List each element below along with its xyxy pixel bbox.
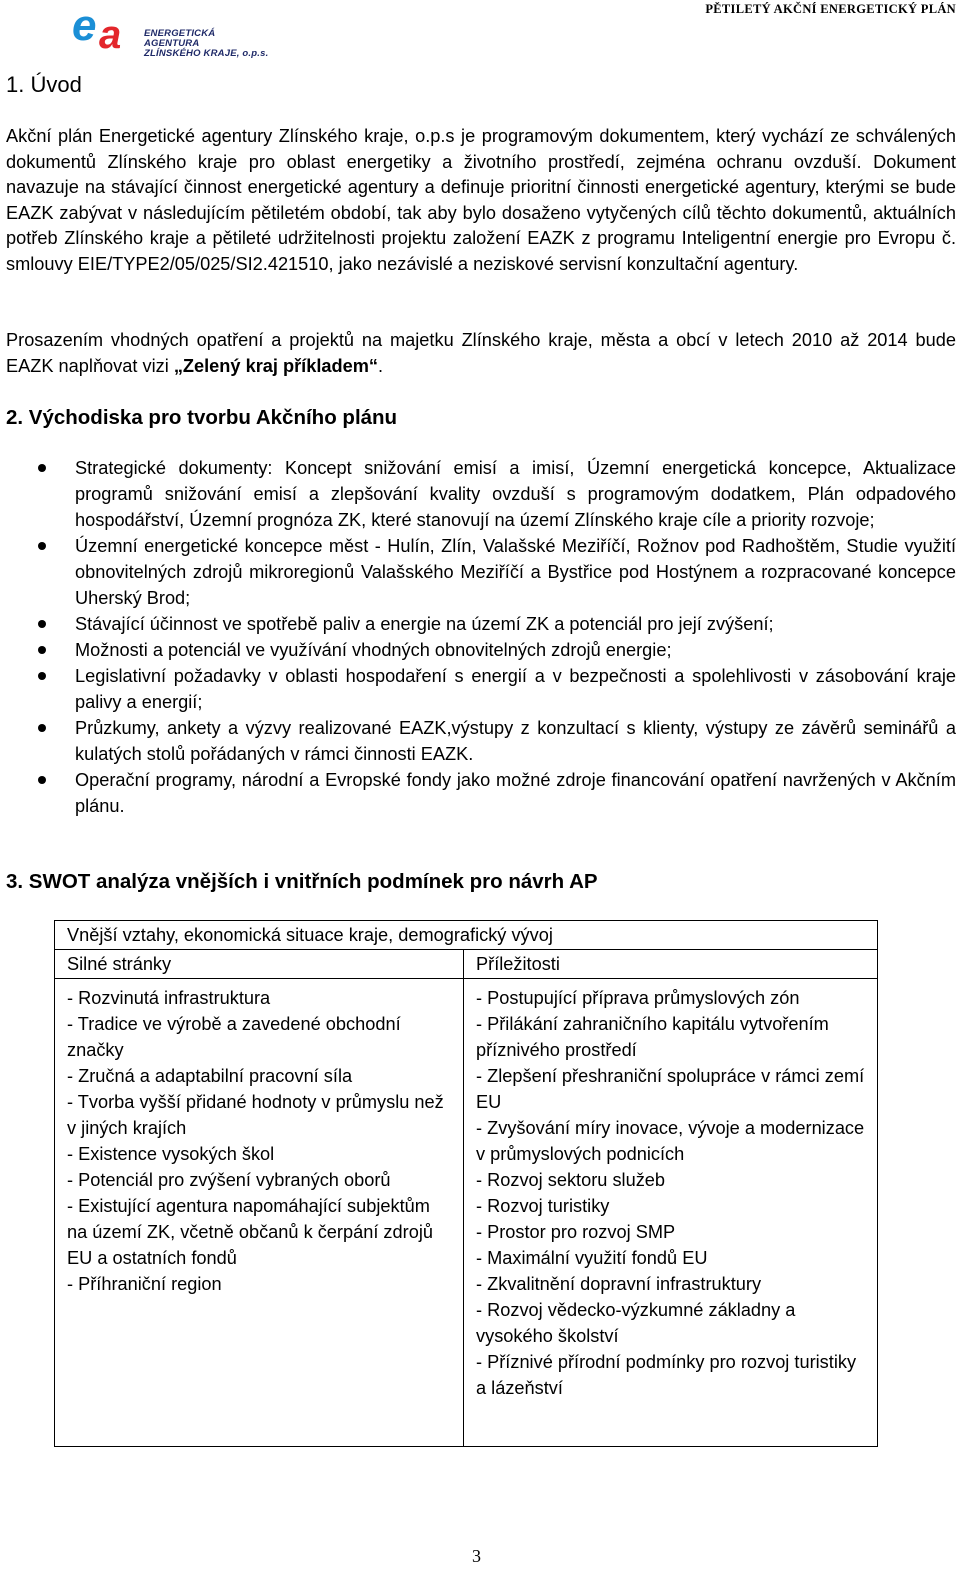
opportunity-item: - Zvyšování míry inovace, vývoje a modernizace v průmyslových podnicích xyxy=(476,1118,865,1164)
svg-text:e: e xyxy=(72,6,97,50)
bullet-item: Územní energetické koncepce měst - Hulín, Zlín, Valašské Meziříčí, Rožnov pod Radhoštěm, Studie využití obnovitelných zdrojů mikroregionů Valašského Meziříčí a Bystřice pod Hostýnem a rozpracované koncepce Uherský Brod; xyxy=(0,533,956,611)
vision-end: . xyxy=(378,355,384,376)
strength-item: - Potenciál pro zvýšení vybraných oborů xyxy=(67,1170,391,1190)
bullet-dot-icon xyxy=(38,724,46,732)
swot-header-strengths: Silné stránky xyxy=(55,950,464,979)
bullet-dot-icon xyxy=(38,620,46,628)
bullet-item: Průzkumy, ankety a výzvy realizované EAZK,výstupy z konzultací s klienty, výstupy ze závěrů seminářů a kulatých stolů pořádaných v rámci činnosti EAZK. xyxy=(0,715,956,767)
bullet-dot-icon xyxy=(38,464,46,472)
opportunity-item: - Zkvalitnění dopravní infrastruktury xyxy=(476,1274,762,1294)
intro-paragraph: Akční plán Energetické agentury Zlínského kraje, o.p.s je programovým dokumentem, který vychází ze schválených dokumentů Zlínského kraje pro oblast energetiky a životního prostředí, zejména ochranu ovzduší. Dokument navazuje na stávající činnost energetické agentury a definuje prioritní činnosti energetické agentury, kterými se bude EAZK zabývat v následujícím pětiletém období, tak aby bylo dosaženo vytyčených cílů těchto dokumentů, aktuálních potřeb Zlínského kraje a pětileté udržitelnosti projektu založení EAZK z programu Inteligentní energie pro Evropu č. smlouvy EIE/TYPE2/05/025/SI2.421510, jako nezávislé a neziskové servisní konzultační agentury. xyxy=(6,126,956,274)
strength-item: - Příhraniční region xyxy=(67,1274,222,1294)
opportunity-item: - Prostor pro rozvoj SMP xyxy=(476,1222,676,1242)
swot-table-title: Vnější vztahy, ekonomická situace kraje, demografický vývoj xyxy=(55,921,878,950)
section-heading-swot: 3. SWOT analýza vnějších i vnitřních podmínek pro návrh AP xyxy=(6,870,598,893)
svg-text:a: a xyxy=(99,13,122,50)
vision-paragraph xyxy=(6,328,956,379)
opportunity-item: - Zlepšení přeshraniční spolupráce v rámci zemí EU xyxy=(476,1066,865,1112)
swot-table xyxy=(54,920,878,1447)
logo-text: ENERGETICKÁ AGENTURA ZLÍNSKÉHO KRAJE, o.p.s. xyxy=(144,28,269,59)
swot-opportunities-cell xyxy=(464,979,878,1447)
bullet-dot-icon xyxy=(38,776,46,784)
opportunity-item: - Maximální využití fondů EU xyxy=(476,1248,708,1268)
vision-slogan: „Zelený kraj příkladem“ xyxy=(173,355,379,376)
bullet-dot-icon xyxy=(38,542,46,550)
bullet-item: Strategické dokumenty: Koncept snižování emisí a imisí, Územní energetická koncepce, Aktualizace programů snižování emisí a zlepšování kvality ovzduší s programovým dodatkem, Plán odpadového hospodářství, Územní prognóza ZK, které stanovují na území Zlínského kraje cíle a priority rozvoje; xyxy=(0,455,956,533)
opportunity-item: - Příznivé přírodní podmínky pro rozvoj turistiky a lázeňství xyxy=(476,1352,857,1398)
opportunity-item: - Rozvoj sektoru služeb xyxy=(476,1170,666,1190)
opportunity-item: - Rozvoj turistiky xyxy=(476,1196,610,1216)
bullet-item: Operační programy, národní a Evropské fondy jako možné zdroje financování opatření navržených v Akčním plánu. xyxy=(0,767,956,819)
vision-text: Prosazením vhodných opatření a projektů na majetku Zlínského kraje, města a obcí v letech 2010 až 2014 bude EAZK naplňovat vizi xyxy=(6,330,956,376)
opportunity-item: - Přilákání zahraničního kapitálu vytvořením příznivého prostředí xyxy=(476,1014,829,1060)
opportunity-item: - Rozvoj vědecko-výzkumné základny a vysokého školství xyxy=(476,1300,796,1346)
bullet-item: Stávající účinnost ve spotřebě paliv a energie na území ZK a potenciál pro její zvýšení; xyxy=(0,611,956,637)
strength-item: - Existence vysokých škol xyxy=(67,1144,275,1164)
section-heading-basis: 2. Východiska pro tvorbu Akčního plánu xyxy=(6,406,398,429)
strength-item: - Tradice ve výrobě a zavedené obchodní značky xyxy=(67,1014,401,1060)
section-heading-intro: 1. Úvod xyxy=(6,72,82,97)
logo-ea-mark-icon xyxy=(72,6,138,50)
basis-bullet-list xyxy=(0,455,956,819)
strength-item: - Rozvinutá infrastruktura xyxy=(67,988,271,1008)
bullet-item: Legislativní požadavky v oblasti hospodaření s energií a v bezpečnosti a spolehlivosti v zásobování kraje palivy a energií; xyxy=(0,663,956,715)
strength-item: - Zručná a adaptabilní pracovní síla xyxy=(67,1066,353,1086)
eazk-logo xyxy=(72,6,272,59)
page-number: 3 xyxy=(472,1546,481,1566)
bullet-dot-icon xyxy=(38,672,46,680)
bullet-item: Možnosti a potenciál ve využívání vhodných obnovitelných zdrojů energie; xyxy=(0,637,956,663)
swot-header-opportunities: Příležitosti xyxy=(464,950,878,979)
strength-item: - Tvorba vyšší přidané hodnoty v průmyslu než v jiných krajích xyxy=(67,1092,444,1138)
strength-item: - Existující agentura napomáhající subjektům na území ZK, včetně občanů k čerpání zdrojů EU a ostatních fondů xyxy=(67,1196,433,1268)
opportunity-item: - Postupující příprava průmyslových zón xyxy=(476,988,800,1008)
swot-strengths-cell xyxy=(55,979,464,1447)
running-head: PĚTILETÝ AKČNÍ ENERGETICKÝ PLÁN xyxy=(705,2,956,16)
bullet-dot-icon xyxy=(38,646,46,654)
